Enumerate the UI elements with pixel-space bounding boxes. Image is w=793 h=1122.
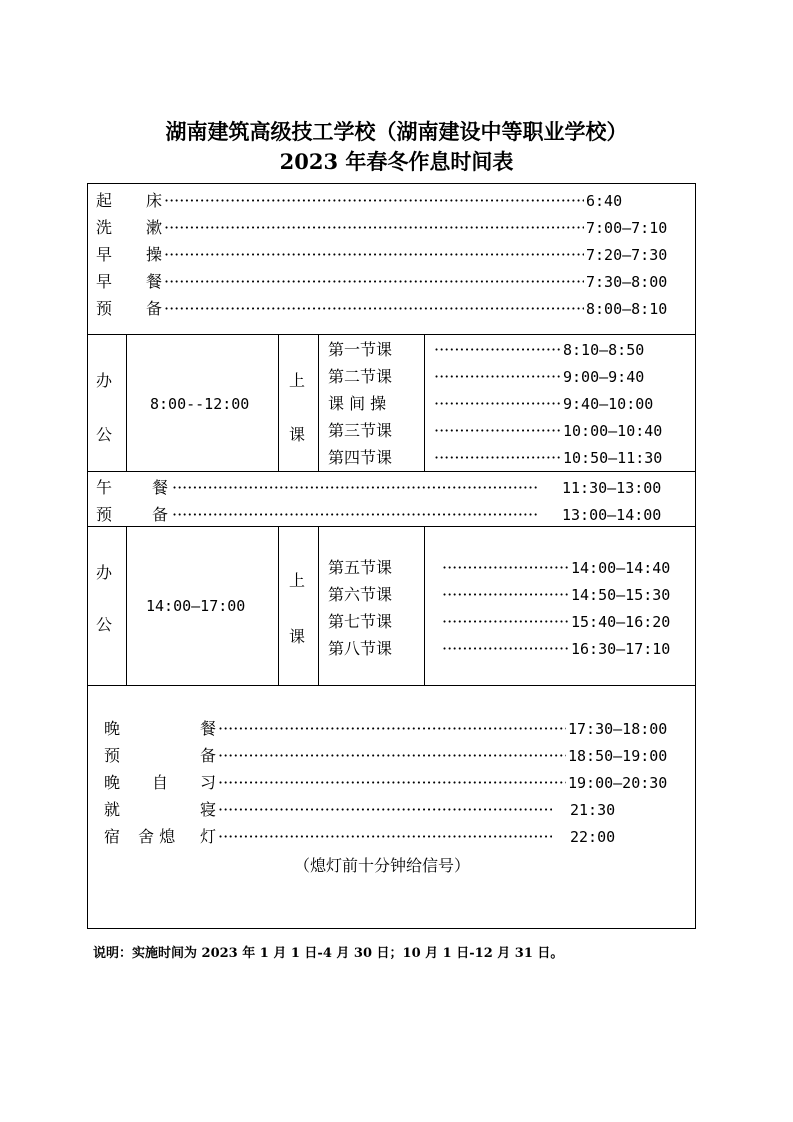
evening-note: （熄灯前十分钟给信号） bbox=[294, 856, 471, 875]
lesson-name: 第八节课 bbox=[328, 639, 393, 658]
row-time: 8:00—8:10 bbox=[586, 300, 668, 318]
morning-row bbox=[96, 242, 691, 268]
footnote: 说明：实施时间为 2023 年 1 月 1 日-4 月 30 日；10 月 1 日-12 月 31 日。 bbox=[93, 946, 564, 961]
row-label-char: 午 bbox=[96, 478, 113, 497]
row-label-char: 舍 熄 bbox=[138, 827, 176, 846]
divider bbox=[278, 334, 279, 471]
lesson-row bbox=[328, 418, 693, 444]
divider bbox=[88, 471, 695, 472]
leader-dots bbox=[434, 337, 562, 363]
office-hours: 8:00--12:00 bbox=[150, 395, 250, 413]
title-line-1: 湖南建筑高级技工学校（湖南建设中等职业学校） bbox=[165, 119, 628, 144]
lesson-row bbox=[328, 636, 693, 662]
row-label-char: 床 bbox=[146, 191, 163, 210]
noon-row bbox=[96, 475, 691, 501]
lesson-time: 15:40—16:20 bbox=[571, 613, 671, 631]
leader-dots bbox=[218, 743, 566, 769]
leader-dots bbox=[434, 391, 562, 417]
leader-dots bbox=[164, 188, 584, 214]
leader-dots bbox=[434, 418, 562, 444]
lesson-name: 第三节课 bbox=[328, 421, 393, 440]
class-label-char: 课 bbox=[289, 425, 306, 444]
lesson-time: 16:30—17:10 bbox=[571, 640, 671, 658]
row-label-char: 预 bbox=[96, 299, 113, 318]
lesson-name: 第二节课 bbox=[328, 367, 393, 386]
row-time: 17:30—18:00 bbox=[568, 720, 668, 738]
row-time: 7:00—7:10 bbox=[586, 219, 668, 237]
evening-row bbox=[104, 797, 694, 823]
leader-dots bbox=[442, 555, 570, 581]
row-time: 21:30 bbox=[570, 801, 616, 819]
row-label-char: 早 bbox=[96, 245, 113, 264]
lesson-time: 14:00—14:40 bbox=[571, 559, 671, 577]
lesson-row bbox=[328, 582, 693, 608]
divider bbox=[278, 526, 279, 685]
morning-row bbox=[96, 215, 691, 241]
leader-dots bbox=[218, 770, 566, 796]
schedule-table bbox=[87, 183, 696, 929]
row-label-char: 就 bbox=[104, 800, 121, 819]
office-label-char: 办 bbox=[96, 371, 113, 390]
lesson-row bbox=[328, 555, 693, 581]
row-label-char: 宿 bbox=[104, 827, 121, 846]
lesson-row bbox=[328, 445, 693, 471]
lesson-name: 课 间 操 bbox=[328, 394, 387, 413]
lesson-name: 第六节课 bbox=[328, 585, 393, 604]
lesson-time: 9:00—9:40 bbox=[563, 368, 645, 386]
divider bbox=[88, 685, 695, 686]
title-line-2: 2023 年春冬作息时间表 bbox=[279, 149, 514, 174]
leader-dots bbox=[164, 242, 584, 268]
row-time: 18:50—19:00 bbox=[568, 747, 668, 765]
leader-dots bbox=[442, 609, 570, 635]
row-time: 7:20—7:30 bbox=[586, 246, 668, 264]
divider bbox=[318, 334, 319, 471]
row-time: 13:00—14:00 bbox=[562, 506, 662, 524]
office-label-char: 公 bbox=[96, 615, 113, 634]
lesson-row bbox=[328, 337, 693, 363]
row-label-char: 备 bbox=[152, 505, 169, 524]
evening-row bbox=[104, 743, 694, 769]
leader-dots bbox=[218, 824, 552, 850]
row-label-char: 备 bbox=[200, 746, 217, 765]
row-time: 11:30—13:00 bbox=[562, 479, 662, 497]
divider bbox=[126, 526, 127, 685]
row-label-char: 习 bbox=[200, 773, 217, 792]
row-label-char: 灯 bbox=[200, 827, 217, 846]
lesson-time: 8:10—8:50 bbox=[563, 341, 645, 359]
row-label-char: 预 bbox=[104, 746, 121, 765]
office-hours: 14:00—17:00 bbox=[146, 597, 246, 615]
noon-row bbox=[96, 502, 691, 528]
row-label-char: 餐 bbox=[146, 272, 163, 291]
row-label-char: 餐 bbox=[152, 478, 169, 497]
leader-dots bbox=[164, 296, 584, 322]
row-label-char: 寝 bbox=[200, 800, 217, 819]
leader-dots bbox=[172, 502, 538, 528]
leader-dots bbox=[218, 716, 566, 742]
leader-dots bbox=[442, 582, 570, 608]
row-time: 7:30—8:00 bbox=[586, 273, 668, 291]
lesson-time: 14:50—15:30 bbox=[571, 586, 671, 604]
row-label-char: 漱 bbox=[146, 218, 163, 237]
leader-dots bbox=[442, 636, 570, 662]
row-label-char: 洗 bbox=[96, 218, 113, 237]
leader-dots bbox=[434, 364, 562, 390]
divider bbox=[318, 526, 319, 685]
leader-dots bbox=[172, 475, 538, 501]
row-label-char: 预 bbox=[96, 505, 113, 524]
lesson-name: 第七节课 bbox=[328, 612, 393, 631]
row-label-char: 餐 bbox=[200, 719, 217, 738]
leader-dots bbox=[434, 445, 562, 471]
office-label-char: 办 bbox=[96, 563, 113, 582]
morning-row bbox=[96, 269, 691, 295]
leader-dots bbox=[164, 215, 584, 241]
lesson-time: 10:50—11:30 bbox=[563, 449, 663, 467]
evening-row bbox=[104, 770, 694, 796]
lesson-time: 9:40—10:00 bbox=[563, 395, 654, 413]
leader-dots bbox=[218, 797, 552, 823]
lesson-row bbox=[328, 609, 693, 635]
row-time: 19:00—20:30 bbox=[568, 774, 668, 792]
class-label-char: 上 bbox=[289, 571, 306, 590]
row-label-char: 晚 bbox=[104, 719, 121, 738]
lesson-name: 第五节课 bbox=[328, 558, 393, 577]
evening-row bbox=[104, 716, 694, 742]
divider bbox=[126, 334, 127, 471]
row-label-char: 自 bbox=[152, 773, 169, 792]
class-label-char: 课 bbox=[289, 627, 306, 646]
office-label-char: 公 bbox=[96, 425, 113, 444]
evening-row bbox=[104, 824, 694, 850]
row-label-char: 备 bbox=[146, 299, 163, 318]
lesson-row bbox=[328, 364, 693, 390]
row-label-char: 起 bbox=[96, 191, 113, 210]
row-label-char: 早 bbox=[96, 272, 113, 291]
class-label-char: 上 bbox=[289, 371, 306, 390]
lesson-time: 10:00—10:40 bbox=[563, 422, 663, 440]
row-time: 6:40 bbox=[586, 192, 623, 210]
morning-row bbox=[96, 296, 691, 322]
row-label-char: 晚 bbox=[104, 773, 121, 792]
row-time: 22:00 bbox=[570, 828, 616, 846]
leader-dots bbox=[164, 269, 584, 295]
divider bbox=[88, 334, 695, 335]
lesson-name: 第四节课 bbox=[328, 448, 393, 467]
row-label-char: 操 bbox=[146, 245, 163, 264]
morning-row bbox=[96, 188, 691, 214]
lesson-row bbox=[328, 391, 693, 417]
lesson-name: 第一节课 bbox=[328, 340, 393, 359]
